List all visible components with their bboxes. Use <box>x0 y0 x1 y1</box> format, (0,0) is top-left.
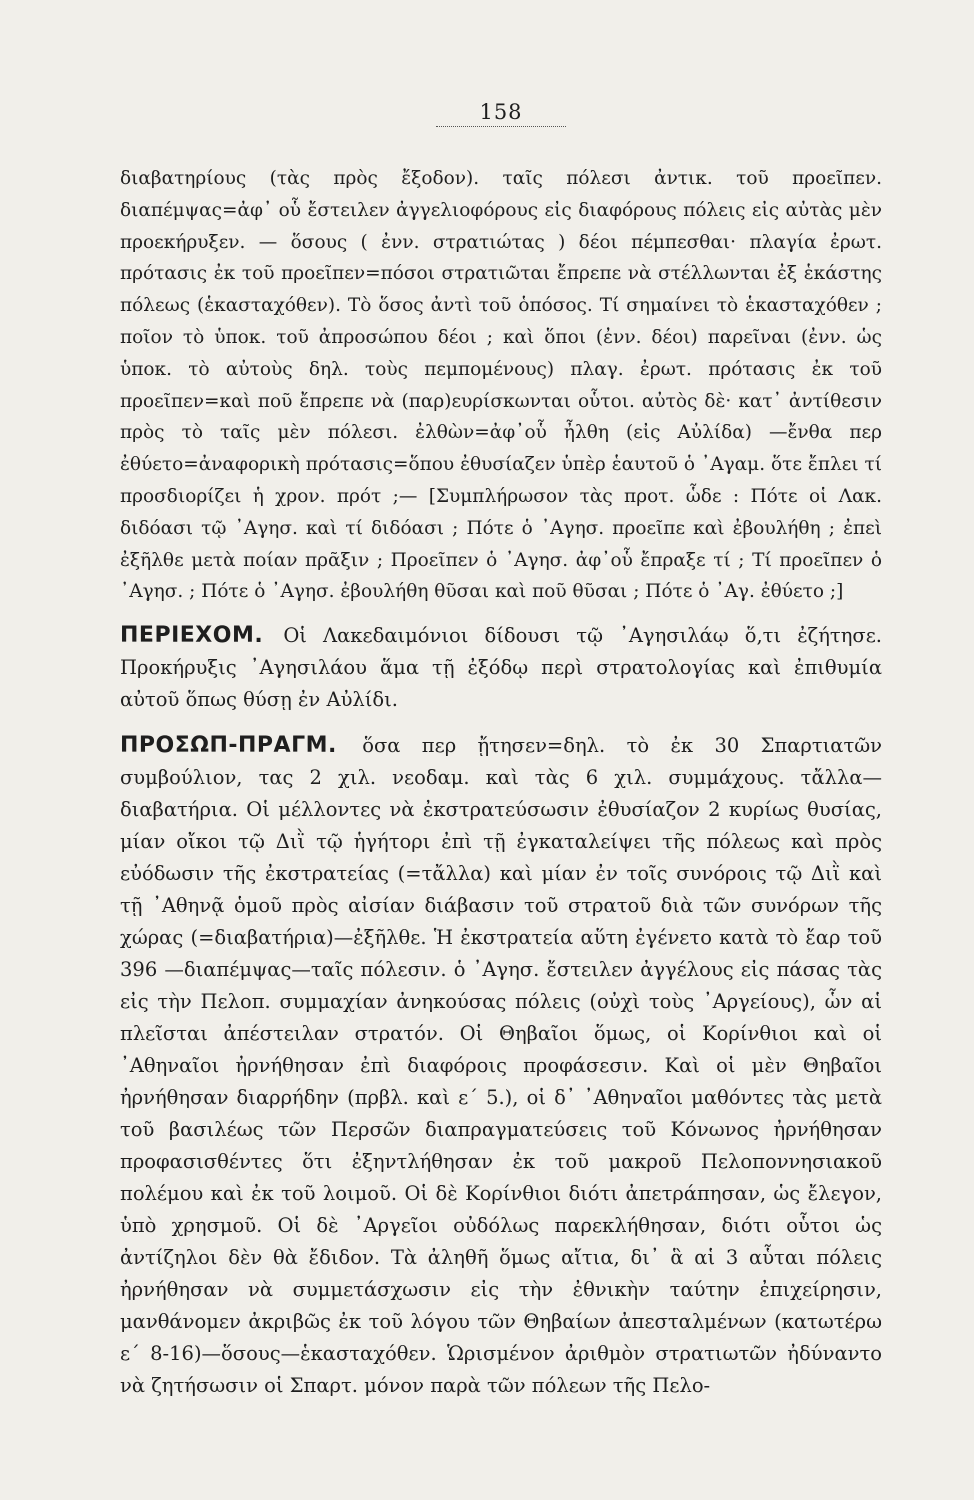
contents-heading: ΠΕΡΙΕΧΟΜ. <box>120 623 264 649</box>
page-number: 158 <box>479 100 523 124</box>
persons-heading: ΠΡΟΣΩΠ-ΠΡΑΓΜ. <box>120 733 337 759</box>
header-divider <box>436 126 566 127</box>
contents-text: Οἱ Λακεδαιμόνιοι δίδουσι τῷ ᾿Αγησιλάῳ ὅ,τι ἐζήτησε. Προκήρυξις ᾿Αγησιλάου ἅμα τῇ ἐξόδῳ περὶ στρατολογίας καὶ ἐπιθυμία αὐτοῦ ὅπως θύσῃ ἐν Αὐλίδι. <box>120 624 883 712</box>
contents-section <box>120 620 882 716</box>
notes-paragraph: διαβατηρίους (τὰς πρὸς ἔξοδον). ταῖς πόλεσι ἀντικ. τοῦ προεῖπεν. διαπέμψας=ἀφ᾿ οὗ ἔστειλεν ἀγγελιοφόρους εἰς διαφόρους πόλεις εἰς αὐτὰς μὲν προεκήρυξεν. — ὅσους ( ἐνν. στρατιώτας ) δέοι πέμπεσθαι· πλαγία ἐρωτ. πρότασις ἐκ τοῦ προεῖπεν=πόσοι στρατιῶται ἔπρεπε νὰ στέλλωνται ἐξ ἑκάστης πόλεως (ἑκασταχόθεν). Τὸ ὅσος ἀντὶ τοῦ ὁπόσος. Τί σημαίνει τὸ ἑκασταχόθεν ; ποῖον τὸ ὑποκ. τοῦ ἀπροσώπου δέοι ; καὶ ὅποι (ἐνν. δέοι) παρεῖναι (ἐνν. ὡς ὑποκ. τὸ αὐτοὺς δηλ. τοὺς πεμπομένους) πλαγ. ἐρωτ. πρότασις ἐκ τοῦ προεῖπεν=καὶ ποῦ ἔπρεπε νὰ (παρ)ευρίσκωνται οὗτοι. αὐτὸς δὲ· κατ᾿ ἀντίθεσιν πρὸς τὸ ταῖς μὲν πόλεσι. ἐλθὼν=ἀφ᾿οὗ ἦλθη (εἰς Αὐλίδα) —ἔνθα περ ἐθύετο=ἀναφορικὴ πρότασις=ὅπου ἐθυσίαζεν ὑπὲρ ἑαυτοῦ ὁ ᾿Αγαμ. ὅτε ἔπλει τί προσδιορίζει ἡ χρον. πρότ ;— [Συμπλήρωσον τὰς προτ. ὧδε : Πότε οἱ Λακ. διδόασι τῷ ᾿Αγησ. καὶ τί διδόασι ; Πότε ὁ ᾿Αγησ. προεῖπε καὶ ἐβουλήθη ; ἐπεὶ ἐξῆλθε μετὰ ποίαν πρᾶξιν ; Προεῖπεν ὁ ᾿Αγησ. ἀφ᾿οὗ ἔπραξε τί ; Τί προεῖπεν ὁ ᾿Αγησ. ; Πότε ὁ ᾿Αγησ. ἐβουλήθη θῦσαι καὶ ποῦ θῦσαι ; Πότε ὁ ᾿Αγ. ἐθύετο ;] <box>120 168 882 603</box>
persons-section <box>120 730 882 1402</box>
persons-text: ὅσα περ ᾔτησεν=δηλ. τὸ ἐκ 30 Σπαρτιατῶν συμβούλιον, τας 2 χιλ. νεοδαμ. καὶ τὰς 6 χιλ. συμμάχους. τἄλλα—διαβατήρια. Οἱ μέλλοντες νὰ ἐκστρατεύσωσιν ἐθυσίαζον 2 κυρίως θυσίας, μίαν οἴκοι τῷ Διῒ τῷ ἡγήτορι ἐπὶ τῇ ἐγκαταλείψει τῆς πόλεως καὶ πρὸς εὐόδωσιν τῆς ἐκστρατείας (=τἄλλα) καὶ μίαν ἐν τοῖς συνόροις τῷ Διῒ καὶ τῇ ᾿Αθηνᾷ ὁμοῦ πρὸς αἰσίαν διάβασιν τοῦ στρατοῦ διὰ τῶν συνόρων τῆς χώρας (=διαβατήρια)—ἐξῆλθε. Ἡ ἐκστρατεία αὕτη ἐγένετο κατὰ τὸ ἔαρ τοῦ 396 —διαπέμψας—ταῖς πόλεσιν. ὁ ᾿Αγησ. ἔστειλεν ἀγγέλους εἰς πάσας τὰς εἰς τὴν Πελοπ. συμμαχίαν ἀνηκούσας πόλεις (οὐχὶ τοὺς ᾿Αργείους), ὧν αἱ πλεῖσται ἀπέστειλαν στρατόν. Οἱ Θηβαῖοι ὅμως, οἱ Κορίνθιοι καὶ οἱ ᾿Αθηναῖοι ἠρνήθησαν ἐπὶ διαφόροις προφάσεσιν. Καὶ οἱ μὲν Θηβαῖοι ἠρνήθησαν διαρρήδην (πρβλ. καὶ ε΄ 5.), οἱ δ᾿ ᾿Αθηναῖοι μαθόντες τὰς μετὰ τοῦ βασιλέως τῶν Περσῶν διαπραγματεύσεις τοῦ Κόνωνος ἠρνήθησαν προφασισθέντες ὅτι ἐξηντλήθησαν ἐκ τοῦ μακροῦ Πελοποννησιακοῦ πολέμου καὶ ἐκ τοῦ λοιμοῦ. Οἱ δὲ Κορίνθιοι διότι ἀπετράπησαν, ὡς ἔλεγον, ὑπὸ χρησμοῦ. Οἱ δὲ ᾿Αργεῖοι οὐδόλως παρεκλήθησαν, διότι οὗτοι ὡς ἀντίζηλοι δὲν θὰ ἔδιδον. Τὰ ἀληθῆ ὅμως αἴτια, δι᾿ ἃ αἱ 3 αὗται πόλεις ἠρνήθησαν νὰ συμμετάσχωσιν εἰς τὴν ἐθνικὴν ταύτην ἐπιχείρησιν, μανθάνομεν ἀκριβῶς ἐκ τοῦ λόγου τῶν Θηβαίων ἀπεσταλμένων (κατωτέρω ε΄ 8-16)—ὅσους—ἑκασταχόθεν. Ὡρισμένον ἀριθμὸν στρατιωτῶν ἠδύναντο νὰ ζητήσωσιν οἱ Σπαρτ. μόνον παρὰ τῶν πόλεων τῆς Πελο- <box>120 734 883 1398</box>
